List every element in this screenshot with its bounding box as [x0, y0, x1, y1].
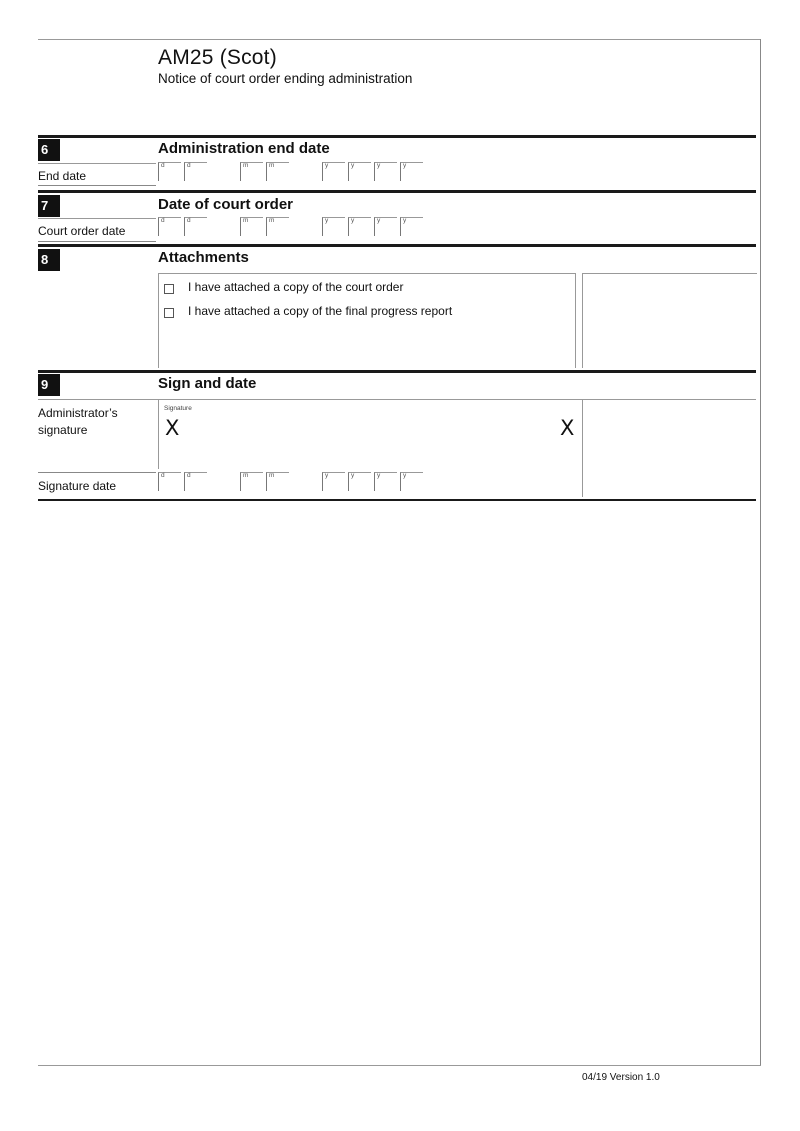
- end-date-rule: [38, 185, 156, 186]
- month-digit-1[interactable]: m: [240, 162, 263, 181]
- year-digit-2[interactable]: y: [348, 472, 371, 491]
- section-9-bottom-band: [38, 499, 756, 501]
- year-digit-4[interactable]: y: [400, 472, 423, 491]
- section-9-band: [38, 370, 756, 373]
- section-7-band: [38, 190, 756, 193]
- month-digit-2[interactable]: m: [266, 217, 289, 236]
- year-digit-1[interactable]: y: [322, 162, 345, 181]
- form-title: Notice of court order ending administration: [158, 71, 413, 86]
- month-digit-1[interactable]: m: [240, 472, 263, 491]
- year-digit-2[interactable]: y: [348, 217, 371, 236]
- section-9-title: Sign and date: [158, 375, 257, 392]
- court-order-date-rule: [38, 241, 156, 242]
- signature-date-label: Signature date: [38, 479, 117, 493]
- month-digit-2[interactable]: m: [266, 162, 289, 181]
- day-digit-2[interactable]: d: [184, 217, 207, 236]
- form-code: AM25 (Scot): [158, 46, 277, 69]
- year-digit-3[interactable]: y: [374, 217, 397, 236]
- right-margin-line: [760, 39, 761, 1065]
- day-digit-1[interactable]: d: [158, 217, 181, 236]
- signature-mark-right: X: [560, 416, 575, 440]
- final-report-checkbox-label: I have attached a copy of the final progress report: [188, 304, 453, 318]
- section-8-number: 8: [38, 249, 60, 271]
- year-digit-4[interactable]: y: [400, 217, 423, 236]
- day-digit-1[interactable]: d: [158, 162, 181, 181]
- section-7-title: Date of court order: [158, 196, 294, 213]
- day-digit-2[interactable]: d: [184, 472, 207, 491]
- court-order-date-field[interactable]: [158, 217, 428, 239]
- signature-mark-left: X: [165, 416, 180, 440]
- court-order-checkbox-label: I have attached a copy of the court order: [188, 280, 404, 294]
- administrator-signature-label: Administrator’s signature: [38, 406, 118, 437]
- signature-side-divider: [582, 399, 583, 497]
- section-8-band: [38, 244, 756, 247]
- year-digit-2[interactable]: y: [348, 162, 371, 181]
- section-6-band: [38, 135, 756, 138]
- signature-date-field[interactable]: [158, 472, 428, 494]
- year-digit-1[interactable]: y: [322, 472, 345, 491]
- section-6-rule: [38, 163, 156, 164]
- year-digit-3[interactable]: y: [374, 472, 397, 491]
- section-8-title: Attachments: [158, 249, 249, 266]
- day-digit-1[interactable]: d: [158, 472, 181, 491]
- section-7-number: 7: [38, 195, 60, 217]
- court-order-date-label: Court order date: [38, 224, 126, 238]
- month-digit-2[interactable]: m: [266, 472, 289, 491]
- year-digit-3[interactable]: y: [374, 162, 397, 181]
- section-6-title: Administration end date: [158, 140, 330, 157]
- attachments-side-panel: [582, 273, 757, 368]
- bottom-rule: [38, 1065, 761, 1066]
- final-report-checkbox[interactable]: [164, 308, 174, 318]
- year-digit-1[interactable]: y: [322, 217, 345, 236]
- court-order-checkbox[interactable]: [164, 284, 174, 294]
- section-7-rule: [38, 218, 156, 219]
- month-digit-1[interactable]: m: [240, 217, 263, 236]
- version-footer: 04/19 Version 1.0: [582, 1072, 660, 1083]
- end-date-label: End date: [38, 169, 87, 183]
- signature-box[interactable]: [158, 399, 583, 469]
- section-6-number: 6: [38, 139, 60, 161]
- end-date-field[interactable]: [158, 162, 428, 184]
- top-rule: [38, 39, 761, 40]
- signature-caption: Signature: [164, 405, 192, 412]
- day-digit-2[interactable]: d: [184, 162, 207, 181]
- section-9-number: 9: [38, 374, 60, 396]
- signature-date-top-rule: [38, 472, 156, 473]
- year-digit-4[interactable]: y: [400, 162, 423, 181]
